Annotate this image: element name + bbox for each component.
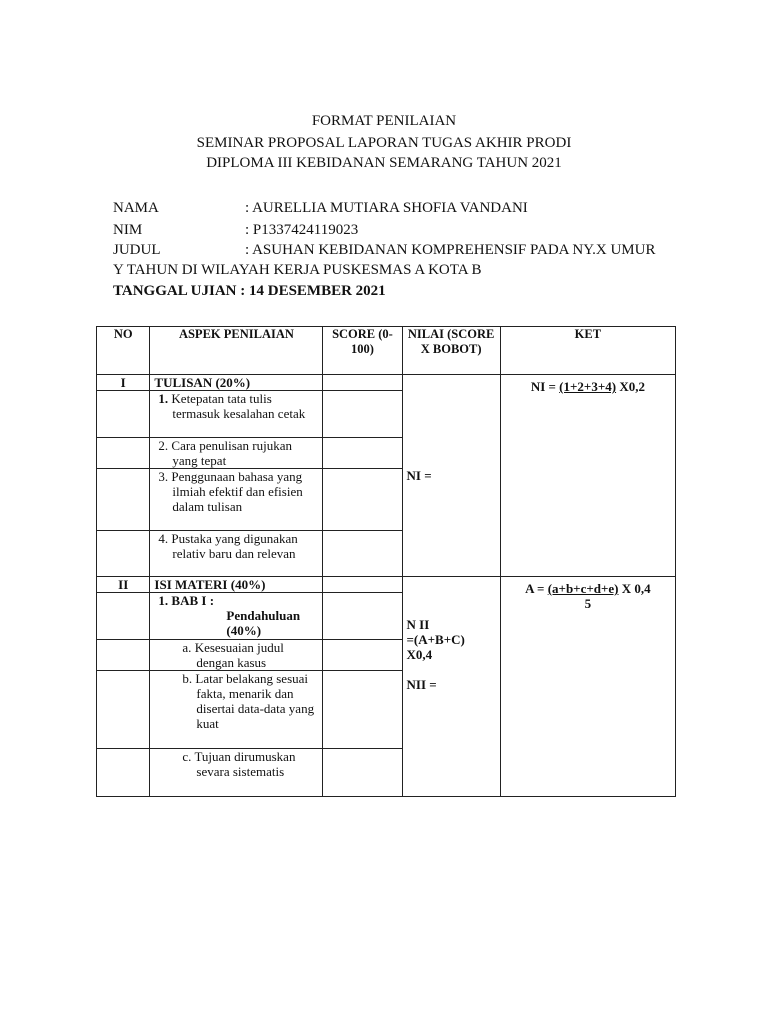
bab-label: 1. BAB I : — [158, 593, 215, 608]
score-cell[interactable] — [323, 375, 402, 391]
aspek-item — [150, 391, 323, 438]
item-text: Latar belakang sesuai fakta, menarik dan disertai data-data yang kuat — [192, 671, 315, 731]
item-text: Pustaka yang digunakan relativ baru dan relevan — [168, 531, 298, 561]
header-score: SCORE (0-100) — [323, 327, 402, 375]
nilai-cell — [402, 375, 500, 577]
nilai-line: X0,4 — [406, 647, 433, 662]
no-cell — [97, 749, 150, 797]
doc-title-line-3: DIPLOMA III KEBIDANAN SEMARANG TAHUN 2021 — [206, 155, 562, 171]
nilai-formula: NI = — [406, 468, 432, 483]
judul-continuation: Y TAHUN DI WILAYAH KERJA PUSKESMAS A KOTA B — [113, 262, 482, 278]
judul-label: JUDUL — [113, 242, 161, 258]
section-title: TULISAN (20%) — [150, 375, 323, 391]
no-cell — [97, 640, 150, 671]
score-cell[interactable] — [323, 391, 402, 438]
ket-suffix: X0,2 — [616, 379, 645, 394]
section-number: I — [97, 375, 150, 391]
no-cell — [97, 391, 150, 438]
score-cell[interactable] — [323, 531, 402, 577]
no-cell — [97, 671, 150, 749]
nama-value: : AURELLIA MUTIARA SHOFIA VANDANI — [245, 200, 528, 216]
header-aspek: ASPEK PENILAIAN — [150, 327, 323, 375]
ket-suffix: X 0,4 — [618, 581, 651, 596]
bab-name: Pendahuluan (40%) — [226, 608, 301, 638]
header-no: NO — [97, 327, 150, 375]
no-cell — [97, 438, 150, 469]
nama-label: NAMA — [113, 200, 159, 216]
score-cell[interactable] — [323, 671, 402, 749]
table-header-row — [97, 327, 676, 375]
section-title: ISI MATERI (40%) — [150, 577, 323, 593]
aspek-item — [150, 469, 323, 531]
no-cell — [97, 469, 150, 531]
header-nilai: NILAI (SCORE X BOBOT) — [402, 327, 500, 375]
bab-cell — [150, 593, 323, 640]
ket-cell — [500, 375, 675, 577]
doc-title-line-2: SEMINAR PROPOSAL LAPORAN TUGAS AKHIR PRODI — [196, 135, 572, 151]
aspek-item — [150, 438, 323, 469]
doc-title-line-1: FORMAT PENILAIAN — [311, 113, 457, 129]
no-cell — [97, 531, 150, 577]
ket-prefix: A = — [525, 581, 548, 596]
nim-label: NIM — [113, 222, 143, 238]
assessment-table — [96, 326, 676, 797]
item-number: 4. — [158, 531, 169, 546]
score-cell[interactable] — [323, 593, 402, 640]
tanggal-ujian: TANGGAL UJIAN : 14 DESEMBER 2021 — [113, 283, 386, 299]
nilai-line: =(A+B+C) — [406, 632, 465, 647]
ket-cell — [500, 577, 675, 797]
ket-divisor: 5 — [584, 596, 592, 611]
item-text: Penggunaan bahasa yang ilmiah efektif dan efisien dalam tulisan — [168, 469, 303, 514]
item-number: 2. — [158, 438, 169, 453]
header-ket: KET — [500, 327, 675, 375]
no-cell — [97, 593, 150, 640]
item-text: Cara penulisan rujukan yang tepat — [168, 438, 292, 468]
aspek-item — [150, 531, 323, 577]
item-number: 3. — [158, 469, 169, 484]
ket-formula: (a+b+c+d+e) — [547, 581, 619, 596]
item-number: b. — [182, 671, 193, 686]
score-cell[interactable] — [323, 749, 402, 797]
aspek-item — [150, 640, 323, 671]
section-row — [97, 375, 676, 391]
item-number: a. — [182, 640, 192, 655]
section-number: II — [97, 577, 150, 593]
score-cell[interactable] — [323, 438, 402, 469]
judul-value: : ASUHAN KEBIDANAN KOMPREHENSIF PADA NY.X UMUR — [245, 242, 656, 258]
item-text: Kesesuaian judul dengan kasus — [191, 640, 284, 670]
section-row — [97, 577, 676, 593]
aspek-item — [150, 749, 323, 797]
score-cell[interactable] — [323, 577, 402, 593]
score-cell[interactable] — [323, 469, 402, 531]
item-number: c. — [182, 749, 192, 764]
nilai-line: NII = — [406, 677, 437, 692]
item-text: Tujuan dirumuskan sevara sistematis — [191, 749, 296, 779]
score-cell[interactable] — [323, 640, 402, 671]
nim-value: : P1337424119023 — [245, 222, 359, 238]
nilai-line: N II — [406, 617, 430, 632]
ket-formula: (1+2+3+4) — [559, 379, 617, 394]
item-text: Ketepatan tata tulis termasuk kesalahan cetak — [168, 391, 306, 421]
aspek-item — [150, 671, 323, 749]
item-number: 1. — [158, 391, 169, 406]
ket-prefix: NI = — [530, 379, 560, 394]
nilai-cell — [402, 577, 500, 797]
